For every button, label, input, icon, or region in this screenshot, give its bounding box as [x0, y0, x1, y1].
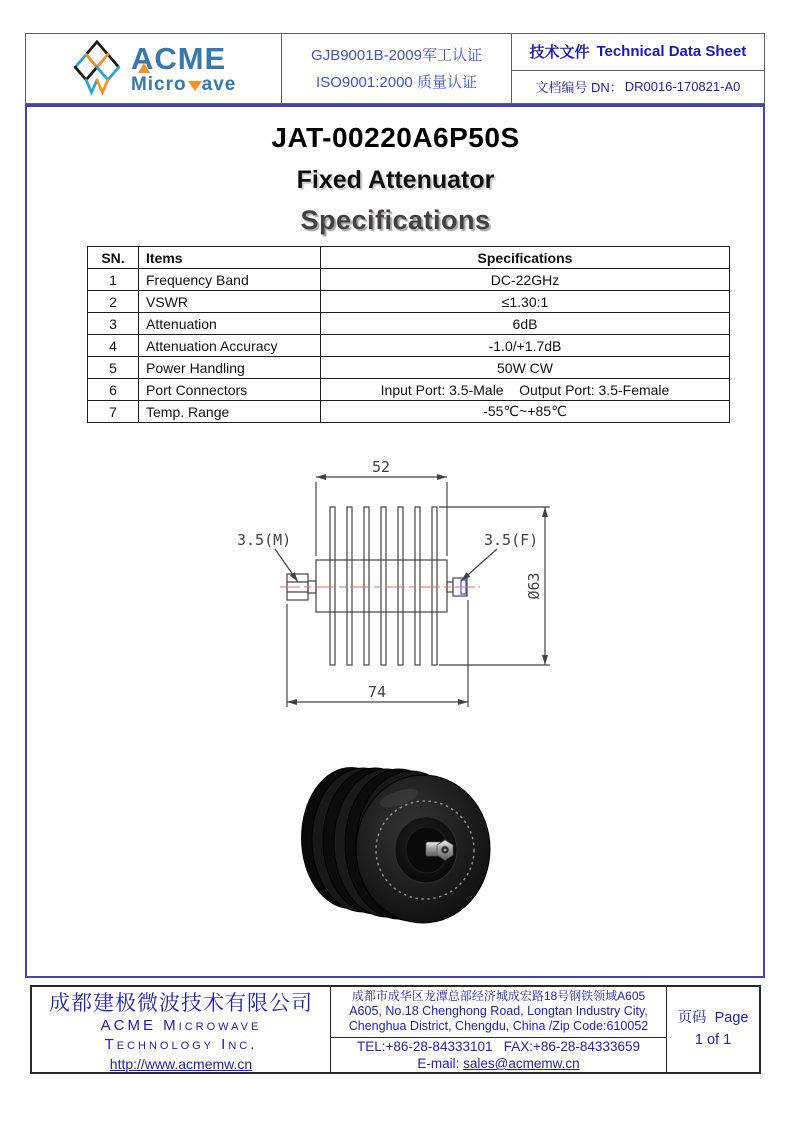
spec-row-7: 7 Temp. Range -55℃~+85℃ [88, 401, 730, 423]
spec-row-3: 3 Attenuation 6dB [88, 313, 730, 335]
address-cn: 成都市成华区龙潭总部经济城成宏路18号钢铁领域A605 [351, 989, 646, 1003]
company-name-cn: 成都建极微波技术有限公司 [49, 992, 313, 1016]
female-connector-label: 3.5(F) [484, 531, 539, 549]
page-label: 页码 Page [677, 1009, 749, 1026]
certification-line-1: GJB9001B-2009军工认证 [311, 46, 482, 64]
footer-company-cell [32, 987, 331, 1072]
model-title: JAT-00220A6P50S [271, 122, 520, 153]
acme-logo-icon [71, 40, 123, 98]
company-address [331, 987, 666, 1038]
outline-drawing [228, 452, 572, 718]
spec-row-4: 4 Attenuation Accuracy -1.0/+1.7dB [88, 335, 730, 357]
spec-table [87, 246, 730, 423]
dim-74-label: 74 [367, 683, 387, 701]
doc-number: 文档编号 DN： DR0016-170821-A0 [535, 79, 741, 96]
spec-row-1: 1 Frequency Band DC-22GHz [88, 269, 730, 291]
logo-brand-text: ACME [130, 41, 227, 76]
page-number: 1 of 1 [694, 1031, 732, 1048]
address-en-2: Chenghua District, Chengdu, China /Zip Code:610052 [348, 1019, 649, 1033]
website-link[interactable]: http://www.acmemw.cn [109, 1055, 253, 1072]
spec-row-2: 2 VSWR ≤1.30:1 [88, 291, 730, 313]
product-photo [293, 756, 503, 946]
company-contact [331, 1038, 666, 1072]
spec-row-6: 6 Port Connectors Input Port: 3.5-Male Output Port: 3.5-Female [88, 379, 730, 401]
logo-wordmark [131, 43, 236, 94]
company-name-en-1: ACME Microwave [100, 1017, 262, 1035]
company-name-en-2: Technology Inc. [104, 1036, 258, 1053]
footer-table [30, 985, 761, 1074]
specifications-heading: Specifications [300, 205, 491, 235]
footer-contact-cell [331, 987, 667, 1072]
spec-col-specs: Specifications [321, 247, 730, 269]
logo-w-triangle-icon [188, 81, 202, 91]
footer-page-cell [667, 987, 759, 1072]
doc-info-cell [512, 34, 764, 103]
logo-sub-text: Micro ave [130, 74, 237, 95]
spec-col-items: Items [139, 247, 321, 269]
dim-diameter-label: Ø63 [525, 572, 543, 600]
email-link[interactable]: sales@acmemw.cn [463, 1056, 580, 1071]
product-title: Fixed Attenuator [296, 166, 495, 194]
spec-row-5: 5 Power Handling 50W CW [88, 357, 730, 379]
doc-title: 技术文件 Technical Data Sheet [512, 34, 764, 71]
acme-logo [26, 34, 282, 103]
tel-fax-line: TEL:+86-28-84333101 FAX:+86-28-84333659 [357, 1039, 640, 1054]
dim-52-label: 52 [371, 458, 391, 476]
male-connector-label: 3.5(M) [237, 531, 292, 549]
email-line: E-mail: sales@acmemw.cn [417, 1056, 580, 1071]
spec-header-row [88, 247, 730, 269]
header-table [25, 33, 765, 104]
logo-a-triangle-icon [138, 63, 150, 73]
certification-line-2: ISO9001:2000 质量认证 [316, 73, 477, 91]
spec-col-sn: SN. [88, 247, 139, 269]
certification-cell [282, 34, 511, 103]
attenuator-outline [275, 477, 550, 707]
address-en-1: A605, No.18 Chenghong Road, Longtan Industry City, [349, 1004, 648, 1018]
